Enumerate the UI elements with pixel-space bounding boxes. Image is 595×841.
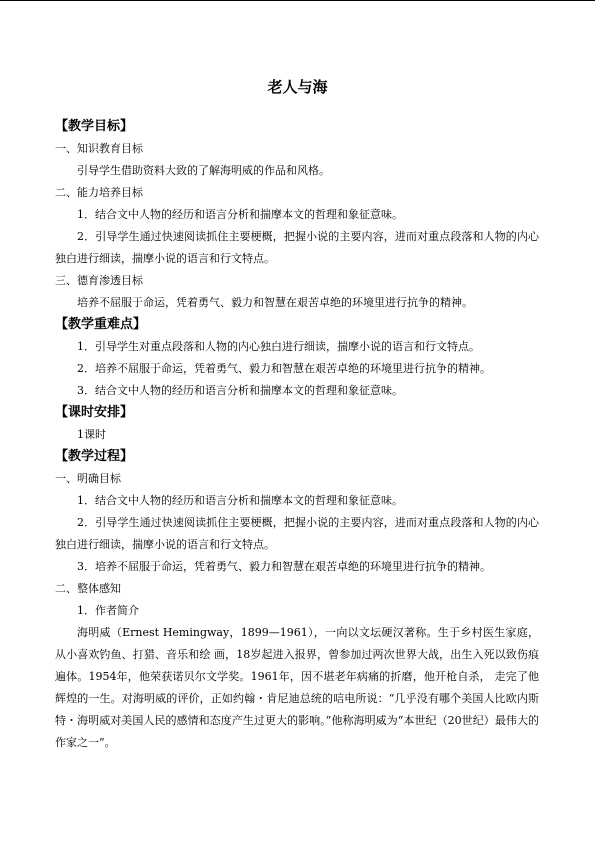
schedule-text: 1课时 [77,428,106,441]
document-body [55,116,539,754]
schedule-heading: 【课时安排】 [55,405,134,420]
process-sub1-item2: 2．引导学生通过快速阅读抓住主要梗概，把握小说的主要内容，进而对重点段落和人物的内心独白进行细读，揣摩小说的语言和行文特点。 [55,516,539,551]
keypoints-item1: 1．引导学生对重点段落和人物的内心独白进行细读，揣摩小说的语言和行文特点。 [77,340,480,353]
process-heading: 【教学过程】 [55,449,134,464]
process-sub1-item1: 1．结合文中人物的经历和语言分析和揣摩本文的哲理和象征意味。 [77,494,403,507]
goals-sub3-text: 培养不屈服于命运，凭着勇气、毅力和智慧在艰苦卓绝的环境里进行抗争的精神。 [77,296,473,309]
goals-sub2-item1: 1．结合文中人物的经历和语言分析和揣摩本文的哲理和象征意味。 [77,208,403,221]
goals-sub1-text: 引导学生借助资料大致的了解海明威的作品和风格。 [77,164,330,177]
keypoints-item2: 2．培养不屈服于命运，凭着勇气、毅力和智慧在艰苦卓绝的环境里进行抗争的精神。 [77,362,491,375]
goals-sub2: 二、能力培养目标 [55,186,143,199]
process-sub2-item1: 1．作者简介 [77,604,139,617]
process-sub2: 二、整体感知 [55,582,121,595]
goals-heading: 【教学目标】 [55,119,134,134]
goals-sub1: 一、知识教育目标 [55,142,143,155]
goals-sub2-item2: 2．引导学生通过快速阅读抓住主要梗概，把握小说的主要内容，进而对重点段落和人物的内心独白进行细读，揣摩小说的语言和行文特点。 [55,230,539,265]
goals-sub3: 三、德育渗透目标 [55,274,143,287]
author-intro-paragraph: 海明威（Ernest Hemingway，1899—1961），一向以文坛硬汉著称。生于乡村医生家庭，从小喜欢钓鱼、打猎、音乐和绘 画，18岁起进入报界，曾参加过两次世界大战，出生入死以致伤痕遍体。1954年，他荣获诺贝尔文学奖。1961年，因不堪老年病痛的折磨，他开枪自杀， 走完了他辉煌的一生。对海明威的评价，正如约翰・肯尼迪总统的唁电所说：“几乎没有哪个美国人比欧内斯特・海明威对美国人民的感情和态度产生过更大的影响。”他称海明威为“本世纪（20世纪）最伟大的作家之一”。 [55,626,539,749]
process-sub1-item3: 3．培养不屈服于命运，凭着勇气、毅力和智慧在艰苦卓绝的环境里进行抗争的精神。 [77,560,491,573]
keypoints-heading: 【教学重难点】 [55,317,147,332]
keypoints-item3: 3．结合文中人物的经历和语言分析和揣摩本文的哲理和象征意味。 [77,384,403,397]
document-title: 老人与海 [267,78,328,96]
process-sub1: 一、明确目标 [55,472,121,485]
page-top-rule [0,0,595,1]
